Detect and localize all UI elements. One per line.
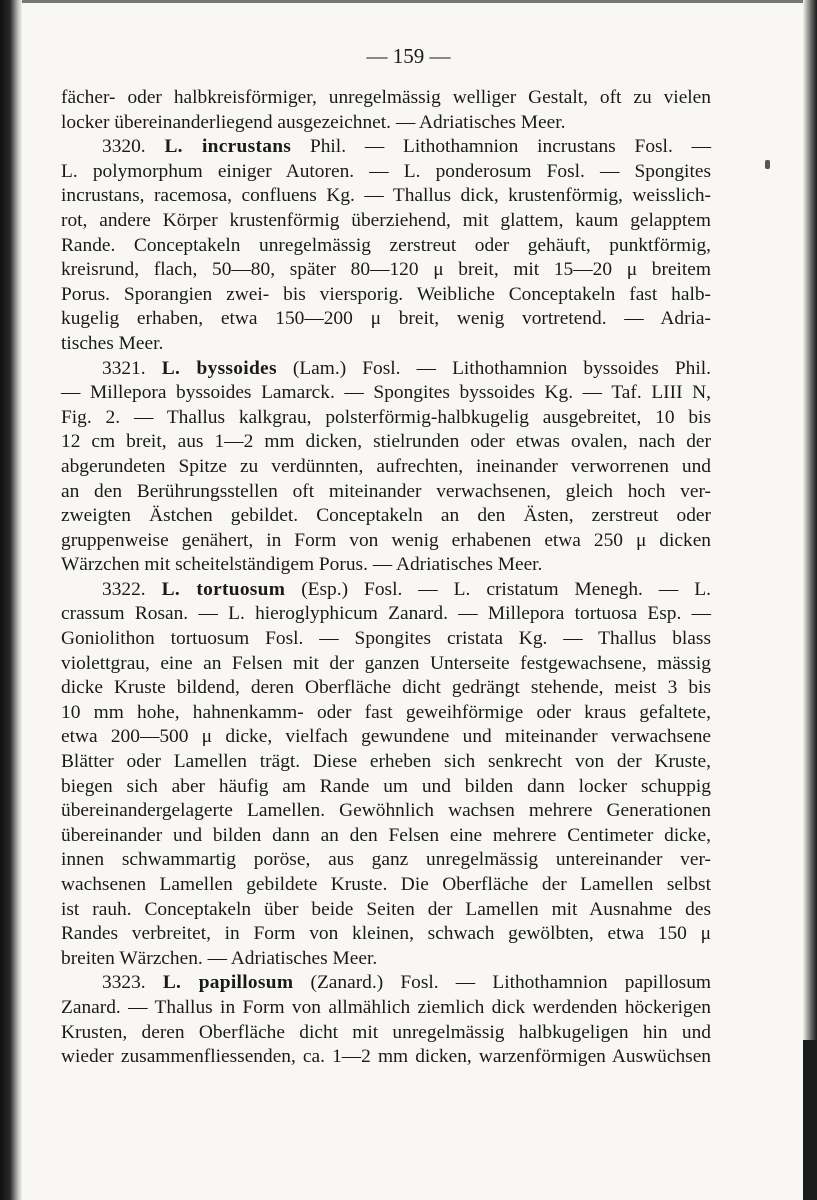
text-line: Fig. 2. — Thallus kalkgrau, polsterförmig-halbkugelig ausgebreitet, 10 bis [61,406,711,428]
text-line: übereinandergelagerte Lamellen. Gewöhnlich wachsen mehrere Generationen [61,800,711,822]
entry-synonyms: (Lam.) Fosl. — Lithothamnion byssoides Phil. [276,357,711,379]
text-line: abgerundeten Spitze zu verdünnten, aufrechten, ineinander verworrenen und [61,455,711,477]
text-line: ist rauh. Conceptakeln über beide Seiten der Lamellen mit Ausnahme des [61,898,711,920]
text-line: wachsenen Lamellen gebildete Kruste. Die Oberfläche der Lamellen selbst [61,874,711,895]
text-line: crassum Rosan. — L. hieroglyphicum Zanard. — Millepora tortuosa Esp. — [61,603,711,625]
species-entry-3322 [61,578,711,603]
text-line: kugelig erhaben, etwa 150—200 μ breit, wenig vortretend. — Adria- [61,308,711,330]
text-line: wieder zusammenfliessenden, ca. 1—2 mm dicken, warzenförmigen Auswüchsen [61,1046,711,1068]
body-text [61,86,711,1070]
species-entry-3323 [61,971,711,996]
text-line: zweigten Ästchen gebildet. Conceptakeln an den Ästen, zerstreut oder [61,505,711,527]
text-line: Randes verbreitet, in Form von kleinen, schwach gewölbten, etwa 150 μ [61,923,711,945]
entry-synonyms: (Esp.) Fosl. — L. cristatum Menegh. — L. [285,578,711,600]
scan-edge-left [0,0,22,1200]
entry-number: 3320. [102,136,146,158]
scan-edge-top [22,0,803,3]
species-entry-3320 [61,135,711,160]
species-name: L. byssoides [161,357,277,379]
scan-edge-right [803,0,817,1200]
entry-synonyms: (Zanard.) Fosl. — Lithothamnion papillosum [293,972,711,994]
text-line: gruppenweise genähert, in Form von wenig erhabenen etwa 250 μ dicken [61,529,711,551]
species-entry-3321 [61,357,711,382]
ink-speck [765,160,770,169]
text-line: Rande. Conceptakeln unregelmässig zerstreut oder gehäuft, punktförmig, [61,234,711,256]
text-line: locker übereinanderliegend ausgezeichnet. — Adriatisches Meer. [61,111,566,133]
text-line: L. polymorphum einiger Autoren. — L. ponderosum Fosl. — Spongites [61,160,711,182]
text-line: 10 mm hohe, hahnenkamm- oder fast geweihförmige oder kraus gefaltete, [61,701,711,723]
entry-number: 3323. [102,972,146,994]
text-line: fächer- oder halbkreisförmiger, unregelmässig welliger Gestalt, oft zu vielen [61,87,711,108]
text-line: Zanard. — Thallus in Form von allmählich ziemlich dick werdenden höckerigen [61,996,711,1018]
text-line: an den Berührungsstellen oft miteinander verwachsenen, gleich hoch ver- [61,480,711,502]
entry-number: 3322. [102,578,146,600]
text-line: innen schwammartig poröse, aus ganz unregelmässig untereinander ver- [61,849,711,871]
text-line: etwa 200—500 μ dicke, vielfach gewundene und miteinander verwachsene [61,726,711,748]
text-line: breiten Wärzchen. — Adriatisches Meer. [61,947,378,969]
text-line: rot, andere Körper krustenförmig überziehend, mit glattem, kaum gelapptem [61,209,711,231]
entry-synonyms: Phil. — Lithothamnion incrustans Fosl. — [291,136,711,158]
text-line: kreisrund, flach, 50—80, später 80—120 μ breit, mit 15—20 μ breitem [61,259,711,281]
text-line: violettgrau, eine an Felsen mit der ganzen Unterseite festgewachsene, mässig [61,652,711,674]
text-line: tisches Meer. [61,332,164,354]
text-line: Porus. Sporangien zwei- bis viersporig. Weibliche Conceptakeln fast halb- [61,283,711,305]
text-line: — Millepora byssoides Lamarck. — Spongites byssoides Kg. — Taf. LIII N, [61,382,711,404]
text-line: incrustans, racemosa, confluens Kg. — Thallus dick, krustenförmig, weisslich- [61,185,711,207]
text-line: Krusten, deren Oberfläche dicht mit unregelmässig halbkugeligen hin und [61,1021,711,1043]
species-name: L. tortuosum [161,578,286,600]
text-line: biegen sich aber häufig am Rande um und bilden dann locker schuppig [61,775,711,797]
text-line: übereinander und bilden dann an den Felsen eine mehrere Centimeter dicke, [61,824,711,846]
entry-number: 3321. [102,357,146,379]
text-line: Goniolithon tortuosum Fosl. — Spongites cristata Kg. — Thallus blass [61,628,711,650]
page-number: — 159 — [366,44,451,68]
text-line: Blätter oder Lamellen trägt. Diese erheben sich senkrecht von der Kruste, [61,751,711,773]
species-name: L. incrustans [164,136,292,158]
text-line: dicke Kruste bildend, deren Oberfläche dicht gedrängt stehende, meist 3 bis [61,677,711,699]
species-name: L. papillosum [162,972,294,994]
scan-edge-right-shadow [803,1040,817,1200]
text-line: 12 cm breit, aus 1—2 mm dicken, stielrunden oder etwas ovalen, nach der [61,431,711,453]
text-line: Wärzchen mit scheitelständigem Porus. — Adriatisches Meer. [61,554,543,576]
